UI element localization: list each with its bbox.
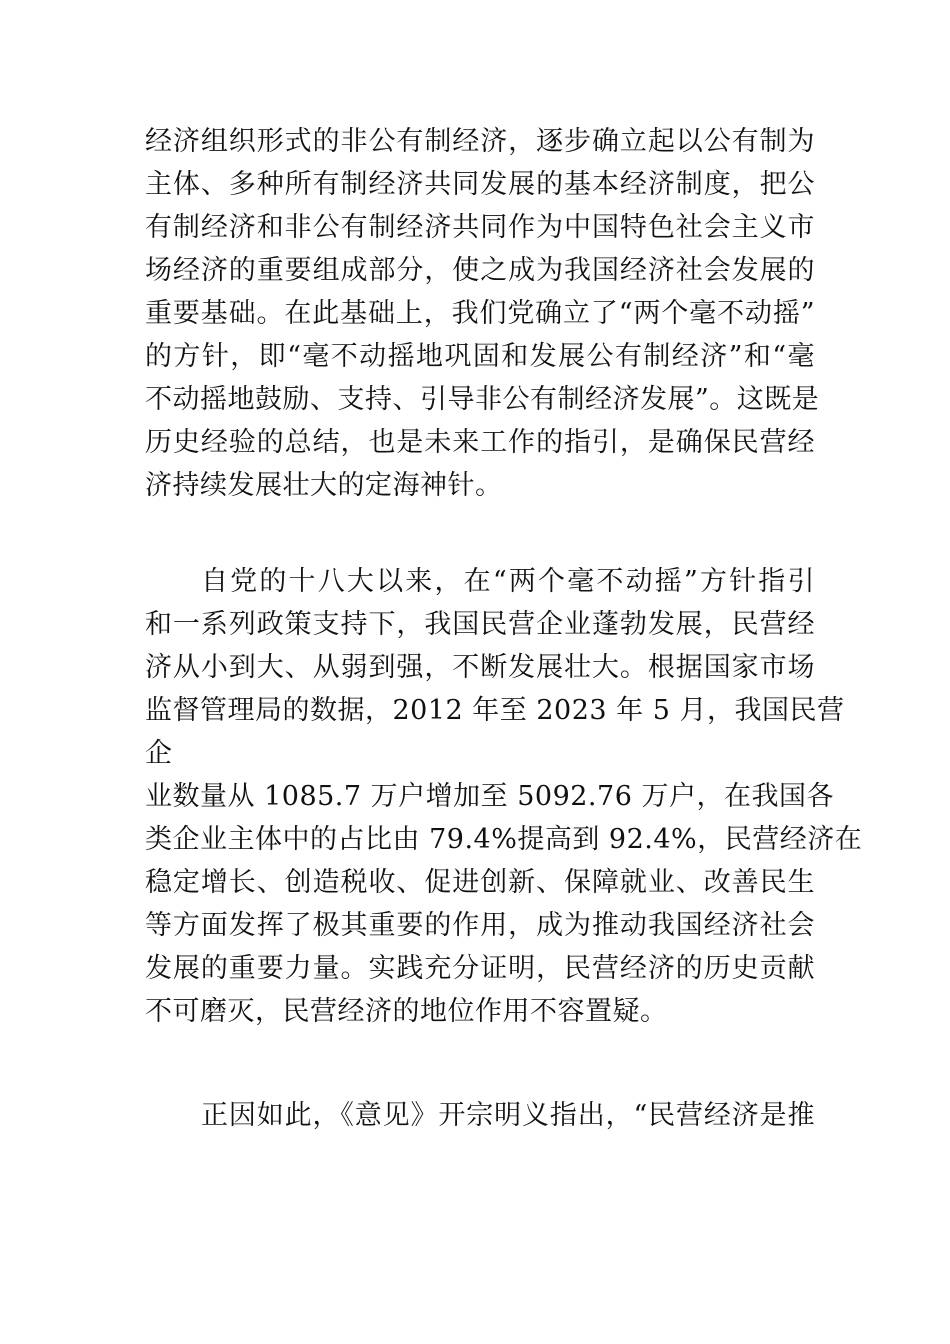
paragraph-2: [145, 560, 863, 1033]
paragraph-line: 场经济的重要组成部分，使之成为我国经济社会发展的: [145, 255, 815, 286]
paragraph-line: 重要基础。在此基础上，我们党确立了“两个毫不动摇”: [145, 298, 815, 329]
paragraph-line: 有制经济和非公有制经济共同作为中国特色社会主义市: [145, 212, 815, 243]
paragraph-line: 主体、多种所有制经济共同发展的基本经济制度，把公: [145, 169, 815, 200]
paragraph-line: 经济组织形式的非公有制经济，逐步确立起以公有制为: [145, 126, 815, 157]
paragraph-line: 企: [145, 738, 173, 769]
paragraph-line: 济持续发展壮大的定海神针。: [145, 470, 503, 501]
paragraph-line: 发展的重要力量。实践充分证明，民营经济的历史贡献: [145, 953, 815, 984]
paragraph-line: 等方面发挥了极其重要的作用，成为推动我国经济社会: [145, 910, 815, 941]
paragraph-line: 济从小到大、从弱到强，不断发展壮大。根据国家市场: [145, 652, 815, 683]
paragraph-line: 业数量从 1085.7 万户增加至 5092.76 万户，在我国各: [145, 781, 834, 812]
paragraph-line: 的方针，即“毫不动摇地巩固和发展公有制经济”和“毫: [145, 341, 815, 372]
paragraph-line: 自党的十八大以来，在“两个毫不动摇”方针指引: [201, 566, 815, 597]
paragraph-line: 正因如此，《意见》开宗明义指出，“民营经济是推: [201, 1100, 815, 1131]
paragraph-line: 监督管理局的数据，2012 年至 2023 年 5 月，我国民营: [145, 695, 845, 726]
paragraph-line: 和一系列政策支持下，我国民营企业蓬勃发展，民营经: [145, 609, 815, 640]
paragraph-line: 不可磨灭，民营经济的地位作用不容置疑。: [145, 996, 668, 1027]
paragraph-line: 类企业主体中的占比由 79.4%提高到 92.4%，民营经济在: [145, 824, 863, 855]
paragraph-line: 不动摇地鼓励、支持、引导非公有制经济发展”。这既是: [145, 384, 820, 415]
paragraph-line: 历史经验的总结，也是未来工作的指引，是确保民营经: [145, 427, 815, 458]
paragraph-line: 稳定增长、创造税收、促进创新、保障就业、改善民生: [145, 867, 815, 898]
paragraph-1: [145, 120, 820, 507]
paragraph-3: [145, 1094, 815, 1137]
